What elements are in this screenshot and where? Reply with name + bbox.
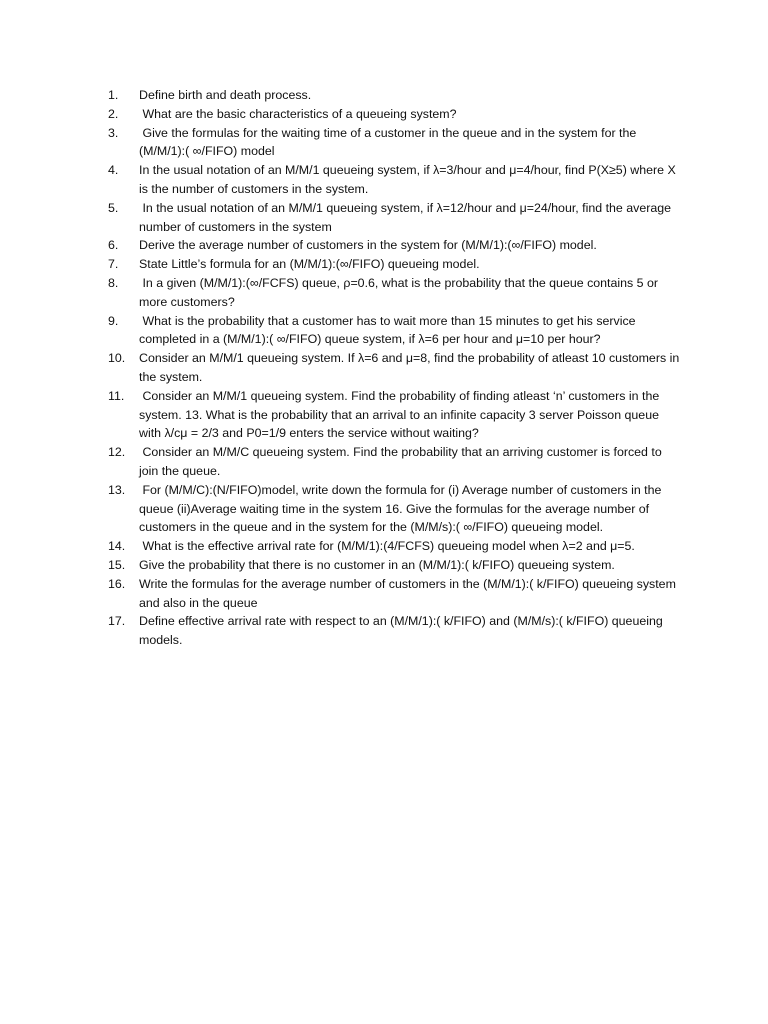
question-item-11 (108, 387, 680, 443)
question-text: Consider an M/M/1 queueing system. Find the probability of finding atleast ‘n’ customers in the system. 13. What is the probability that an arrival to an infinite capacity 3 server Poisson queue with λ/cμ = 2/3 and P0=1/9 enters the service without waiting? (139, 388, 663, 441)
question-number: 17. (108, 614, 126, 629)
question-item-4 (108, 161, 680, 199)
question-number: 5. (108, 200, 119, 215)
question-text: Consider an M/M/1 queueing system. If λ=6 and μ=8, find the probability of atleast 10 customers in the system. (139, 351, 683, 384)
question-item-17 (108, 612, 680, 650)
question-number: 15. (108, 557, 126, 572)
question-item-6 (108, 236, 680, 255)
question-number: 2. (108, 106, 119, 121)
question-text: State Little’s formula for an (M/M/1):(∞/FIFO) queueing model. (139, 257, 480, 272)
question-number: 8. (108, 275, 119, 290)
question-text: Give the probability that there is no customer in an (M/M/1):( k/FIFO) queueing system. (139, 557, 615, 572)
question-number: 4. (108, 163, 119, 178)
question-number: 13. (108, 482, 126, 497)
question-text: Consider an M/M/C queueing system. Find the probability that an arriving customer is forced to join the queue. (139, 445, 666, 478)
question-text: Write the formulas for the average number of customers in the (M/M/1):( k/FIFO) queueing system and also in the queue (139, 576, 680, 610)
question-number: 10. (108, 351, 126, 366)
question-number: 6. (108, 238, 119, 253)
question-number: 11. (108, 388, 125, 403)
question-text: What is the probability that a customer has to wait more than 15 minutes to get his service completed in a (M/M/1):( ∞/FIFO) queue system, if λ=6 per hour and μ=10 per hour? (139, 313, 640, 347)
question-item-1 (108, 86, 680, 105)
question-text: For (M/M/C):(N/FIFO)model, write down the formula for (i) Average number of customers in the queue (ii)Average waiting time in the system 16. Give the formulas for the average number of customers in the queue and in the system for the (M/M/s):( ∞/FIFO) queueing model. (139, 482, 665, 535)
question-item-16 (108, 575, 680, 613)
question-text: Give the formulas for the waiting time of a customer in the queue and in the system for the (M/M/1):( ∞/FIFO) model (139, 125, 640, 159)
question-text: In a given (M/M/1):(∞/FCFS) queue, ρ=0.6, what is the probability that the queue contains 5 or more customers? (139, 275, 662, 309)
question-number: 1. (108, 88, 119, 102)
question-item-15 (108, 556, 680, 575)
question-number: 3. (108, 125, 119, 140)
question-number: 12. (108, 445, 126, 460)
question-text: What are the basic characteristics of a queueing system? (139, 106, 457, 121)
question-item-7 (108, 255, 680, 274)
question-number: 14. (108, 539, 126, 554)
question-text: Define effective arrival rate with respect to an (M/M/1):( k/FIFO) and (M/M/s):( k/FIFO) queueing models. (139, 614, 667, 648)
question-text: In the usual notation of an M/M/1 queueing system, if λ=3/hour and μ=4/hour, find P(X≥5) where X is the number of customers in the system. (139, 163, 680, 196)
question-number: 9. (108, 313, 119, 328)
question-item-3 (108, 124, 680, 162)
question-text: What is the effective arrival rate for (M/M/1):(4/FCFS) queueing model when λ=2 and μ=5. (139, 539, 635, 554)
question-item-10 (108, 349, 683, 387)
question-item-8 (108, 274, 680, 312)
question-text: In the usual notation of an M/M/1 queueing system, if λ=12/hour and μ=24/hour, find the average number of customers in the system (139, 200, 675, 234)
question-item-13 (108, 481, 680, 537)
question-number: 7. (108, 257, 119, 272)
question-number: 16. (108, 576, 126, 591)
question-item-2 (108, 105, 680, 124)
question-item-5 (108, 199, 680, 237)
question-text: Derive the average number of customers in the system for (M/M/1):(∞/FIFO) model. (139, 238, 597, 253)
question-item-9 (108, 312, 680, 350)
question-item-12 (108, 443, 680, 481)
question-list (108, 86, 683, 650)
question-text: Define birth and death process. (139, 88, 312, 102)
question-item-14 (108, 537, 680, 556)
